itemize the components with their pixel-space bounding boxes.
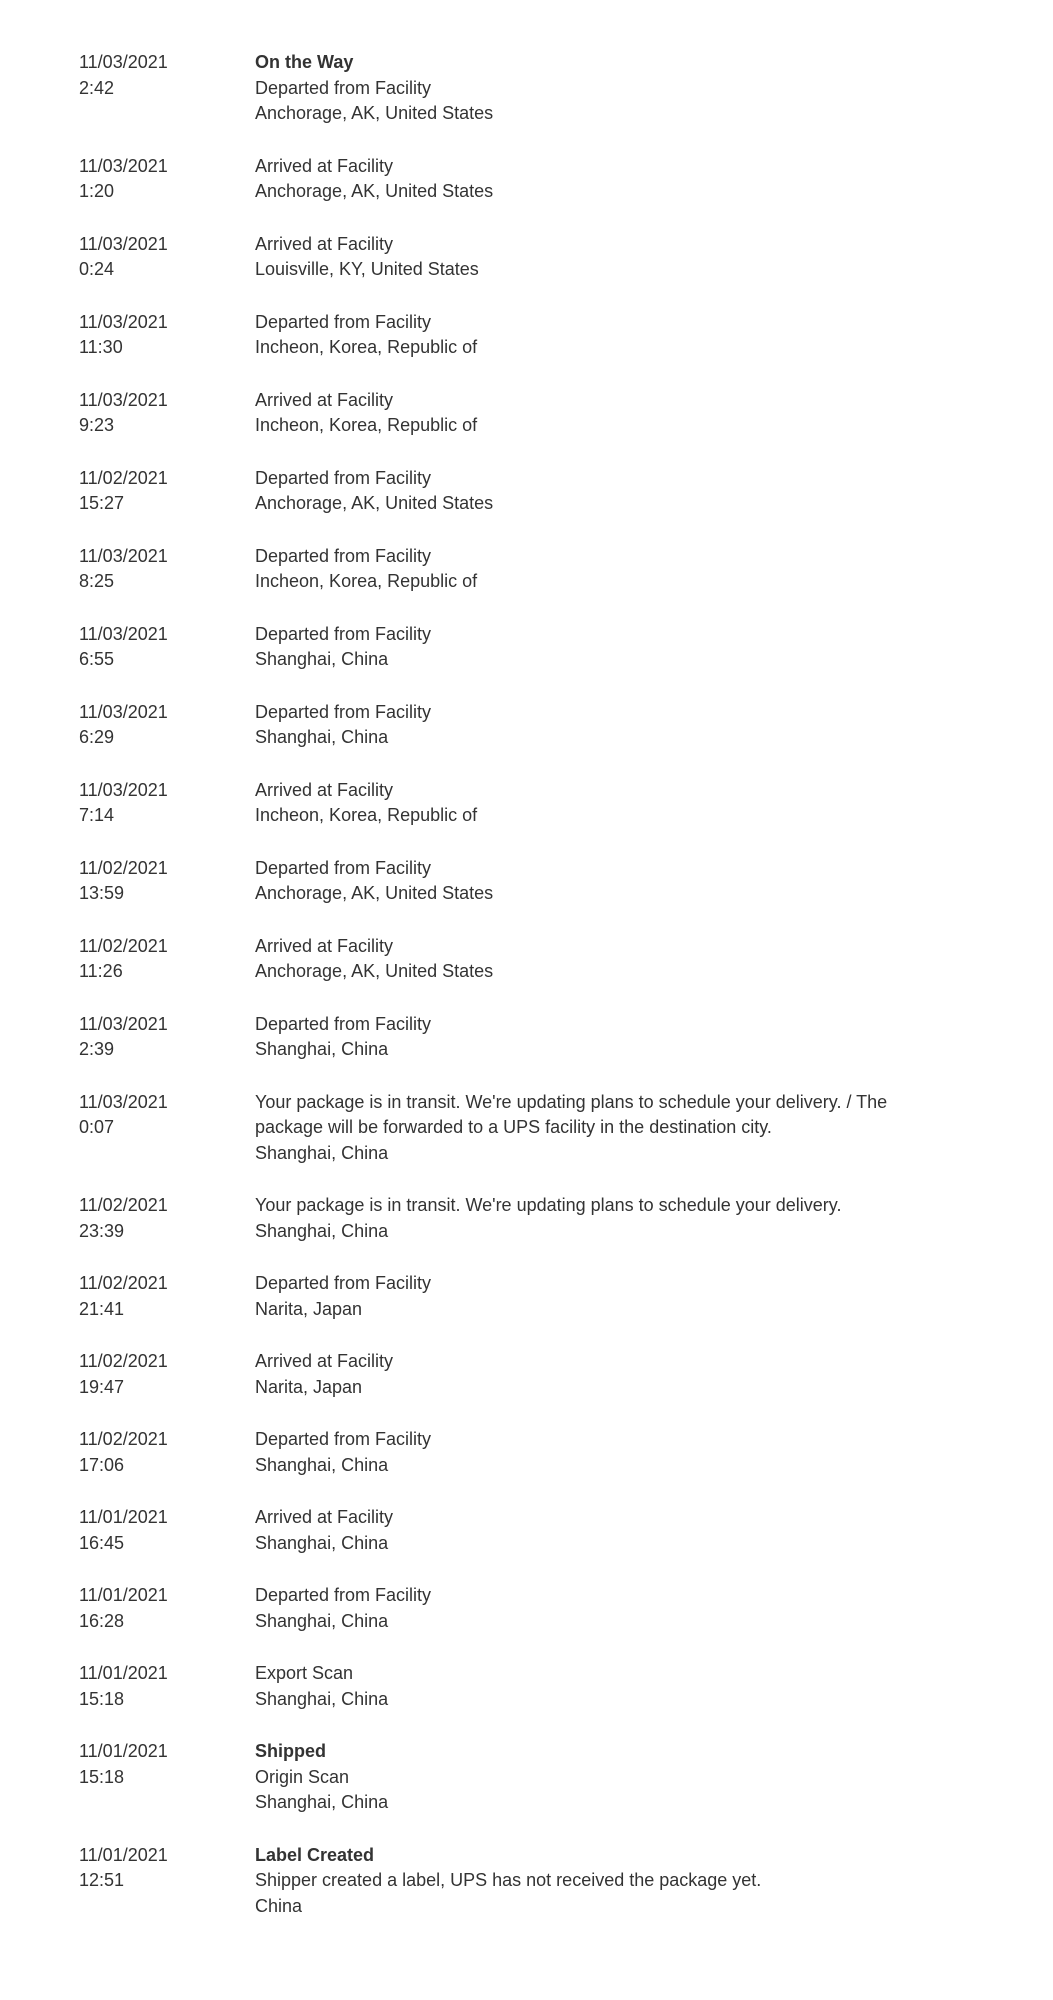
event-date: 11/03/2021	[79, 701, 168, 722]
tracking-event-row	[0, 1661, 1053, 1712]
tracking-event-row	[0, 388, 1053, 439]
event-activity: Export Scan	[255, 1663, 354, 1683]
event-location: Narita, Japan	[255, 1376, 363, 1397]
event-details	[255, 1012, 915, 1063]
event-datetime	[79, 1739, 255, 1816]
event-time: 0:07	[79, 1117, 115, 1137]
event-datetime	[79, 1349, 255, 1400]
event-activity: Departed from Facility	[255, 1013, 432, 1034]
event-date: 11/02/2021	[79, 857, 168, 878]
event-activity: Arrived at Facility	[255, 935, 394, 956]
event-activity: Your package is in transit. We're updating plans to schedule your delivery.	[255, 1195, 842, 1215]
event-location: Shanghai, China	[255, 1688, 389, 1709]
event-activity: Departed from Facility	[255, 545, 432, 566]
event-details	[255, 700, 915, 751]
event-activity: Departed from Facility	[255, 1429, 432, 1449]
event-details	[255, 1193, 915, 1244]
tracking-event-row	[0, 778, 1053, 829]
event-details	[255, 388, 915, 439]
event-location: Anchorage, AK, United States	[255, 103, 494, 123]
event-activity: Departed from Facility	[255, 77, 432, 98]
event-location: Shanghai, China	[255, 1454, 389, 1475]
event-date: 11/02/2021	[79, 1351, 168, 1371]
event-location: China	[255, 1895, 303, 1916]
event-date: 11/02/2021	[79, 935, 168, 956]
event-details	[255, 856, 915, 907]
event-details	[255, 1661, 915, 1712]
event-time: 15:27	[79, 493, 125, 513]
event-date: 11/02/2021	[79, 467, 168, 488]
event-datetime	[79, 232, 255, 283]
tracking-event-row	[0, 50, 1053, 127]
event-datetime	[79, 1427, 255, 1478]
event-datetime	[79, 1193, 255, 1244]
event-location: Louisville, KY, United States	[255, 259, 479, 279]
event-datetime	[79, 778, 255, 829]
event-activity: Arrived at Facility	[255, 1507, 394, 1527]
event-activity: Arrived at Facility	[255, 233, 394, 254]
event-details	[255, 622, 915, 673]
event-details	[255, 544, 915, 595]
event-activity: Arrived at Facility	[255, 389, 394, 410]
event-date: 11/03/2021	[79, 389, 168, 410]
tracking-event-row	[0, 232, 1053, 283]
event-details	[255, 310, 915, 361]
event-activity: Origin Scan	[255, 1766, 350, 1787]
event-activity: Shipper created a label, UPS has not received the package yet.	[255, 1870, 762, 1890]
event-datetime	[79, 154, 255, 205]
event-datetime	[79, 466, 255, 517]
event-activity: Arrived at Facility	[255, 779, 394, 800]
tracking-event-row	[0, 934, 1053, 985]
event-time: 21:41	[79, 1298, 125, 1319]
event-location: Incheon, Korea, Republic of	[255, 415, 478, 435]
event-location: Anchorage, AK, United States	[255, 493, 494, 513]
event-location: Anchorage, AK, United States	[255, 961, 494, 981]
event-location: Shanghai, China	[255, 1220, 389, 1241]
tracking-event-row	[0, 1843, 1053, 1920]
event-datetime	[79, 1583, 255, 1634]
event-date: 11/01/2021	[79, 1844, 168, 1865]
event-location: Shanghai, China	[255, 727, 389, 747]
event-time: 0:24	[79, 259, 115, 279]
event-time: 23:39	[79, 1220, 125, 1241]
event-datetime	[79, 50, 255, 127]
event-location: Shanghai, China	[255, 1792, 389, 1812]
event-datetime	[79, 1090, 255, 1167]
event-time: 11:26	[79, 961, 123, 981]
tracking-event-row	[0, 1505, 1053, 1556]
event-activity: Departed from Facility	[255, 623, 432, 644]
event-location: Shanghai, China	[255, 1610, 389, 1631]
event-status: Shipped	[255, 1741, 326, 1761]
event-time: 8:25	[79, 571, 115, 591]
event-details	[255, 778, 915, 829]
event-time: 19:47	[79, 1376, 125, 1397]
event-date: 11/03/2021	[79, 545, 168, 566]
event-datetime	[79, 388, 255, 439]
tracking-event-row	[0, 1349, 1053, 1400]
event-datetime	[79, 310, 255, 361]
event-location: Narita, Japan	[255, 1298, 363, 1319]
event-details	[255, 1739, 915, 1816]
event-time: 9:23	[79, 415, 115, 435]
event-location: Incheon, Korea, Republic of	[255, 805, 478, 825]
event-details	[255, 154, 915, 205]
event-time: 13:59	[79, 883, 125, 903]
event-details	[255, 1090, 915, 1167]
event-date: 11/03/2021	[79, 623, 168, 644]
event-time: 16:45	[79, 1532, 125, 1553]
event-location: Incheon, Korea, Republic of	[255, 337, 478, 357]
event-location: Incheon, Korea, Republic of	[255, 571, 478, 591]
event-details	[255, 1271, 915, 1322]
event-details	[255, 934, 915, 985]
event-location: Shanghai, China	[255, 1142, 389, 1163]
event-status: On the Way	[255, 52, 354, 72]
event-activity: Departed from Facility	[255, 701, 432, 722]
event-date: 11/01/2021	[79, 1663, 168, 1683]
event-datetime	[79, 934, 255, 985]
event-details	[255, 1583, 915, 1634]
event-datetime	[79, 544, 255, 595]
event-datetime	[79, 1012, 255, 1063]
event-activity: Departed from Facility	[255, 857, 432, 878]
tracking-event-row	[0, 1739, 1053, 1816]
event-activity: Departed from Facility	[255, 1273, 432, 1293]
tracking-event-row	[0, 154, 1053, 205]
tracking-event-row	[0, 466, 1053, 517]
event-status: Label Created	[255, 1844, 375, 1865]
event-activity: Departed from Facility	[255, 311, 432, 332]
event-details	[255, 1505, 915, 1556]
event-activity: Your package is in transit. We're updating plans to schedule your delivery. / The package will be forwarded to a UPS facility in the destination city.	[255, 1091, 888, 1137]
event-location: Shanghai, China	[255, 649, 389, 669]
event-time: 15:18	[79, 1766, 125, 1787]
event-time: 7:14	[79, 805, 115, 825]
event-time: 15:18	[79, 1688, 125, 1709]
event-datetime	[79, 1505, 255, 1556]
tracking-event-row	[0, 622, 1053, 673]
event-activity: Departed from Facility	[255, 467, 432, 488]
event-date: 11/01/2021	[79, 1585, 168, 1605]
event-details	[255, 1349, 915, 1400]
tracking-event-row	[0, 310, 1053, 361]
event-datetime	[79, 1661, 255, 1712]
event-date: 11/03/2021	[79, 1091, 168, 1112]
event-location: Shanghai, China	[255, 1532, 389, 1553]
event-location: Anchorage, AK, United States	[255, 883, 494, 903]
event-details	[255, 232, 915, 283]
event-date: 11/01/2021	[79, 1507, 168, 1527]
event-datetime	[79, 856, 255, 907]
event-details	[255, 1427, 915, 1478]
event-time: 6:29	[79, 727, 115, 747]
event-details	[255, 1843, 915, 1920]
event-date: 11/03/2021	[79, 311, 168, 332]
tracking-event-row	[0, 1271, 1053, 1322]
event-time: 11:30	[79, 337, 123, 357]
event-date: 11/03/2021	[79, 155, 168, 176]
event-date: 11/03/2021	[79, 233, 168, 254]
tracking-event-row	[0, 1193, 1053, 1244]
event-time: 2:39	[79, 1039, 115, 1059]
event-time: 16:28	[79, 1610, 125, 1631]
tracking-event-row	[0, 544, 1053, 595]
event-datetime	[79, 1843, 255, 1920]
event-datetime	[79, 700, 255, 751]
event-activity: Departed from Facility	[255, 1585, 432, 1605]
event-activity: Arrived at Facility	[255, 155, 394, 176]
tracking-event-row	[0, 700, 1053, 751]
event-location: Anchorage, AK, United States	[255, 181, 494, 201]
tracking-event-row	[0, 1012, 1053, 1063]
event-location: Shanghai, China	[255, 1039, 389, 1059]
event-time: 1:20	[79, 181, 115, 201]
event-time: 6:55	[79, 649, 115, 669]
event-datetime	[79, 622, 255, 673]
event-date: 11/03/2021	[79, 779, 168, 800]
event-time: 2:42	[79, 77, 115, 98]
event-details	[255, 50, 915, 127]
tracking-event-row	[0, 1090, 1053, 1167]
tracking-event-row	[0, 1583, 1053, 1634]
event-date: 11/02/2021	[79, 1273, 168, 1293]
tracking-event-row	[0, 1427, 1053, 1478]
event-date: 11/02/2021	[79, 1429, 168, 1449]
event-time: 17:06	[79, 1454, 125, 1475]
tracking-event-row	[0, 856, 1053, 907]
event-date: 11/03/2021	[79, 52, 168, 72]
event-details	[255, 466, 915, 517]
event-date: 11/01/2021	[79, 1741, 168, 1761]
event-activity: Arrived at Facility	[255, 1351, 394, 1371]
event-datetime	[79, 1271, 255, 1322]
event-date: 11/02/2021	[79, 1195, 168, 1215]
event-time: 12:51	[79, 1870, 125, 1890]
event-date: 11/03/2021	[79, 1013, 168, 1034]
